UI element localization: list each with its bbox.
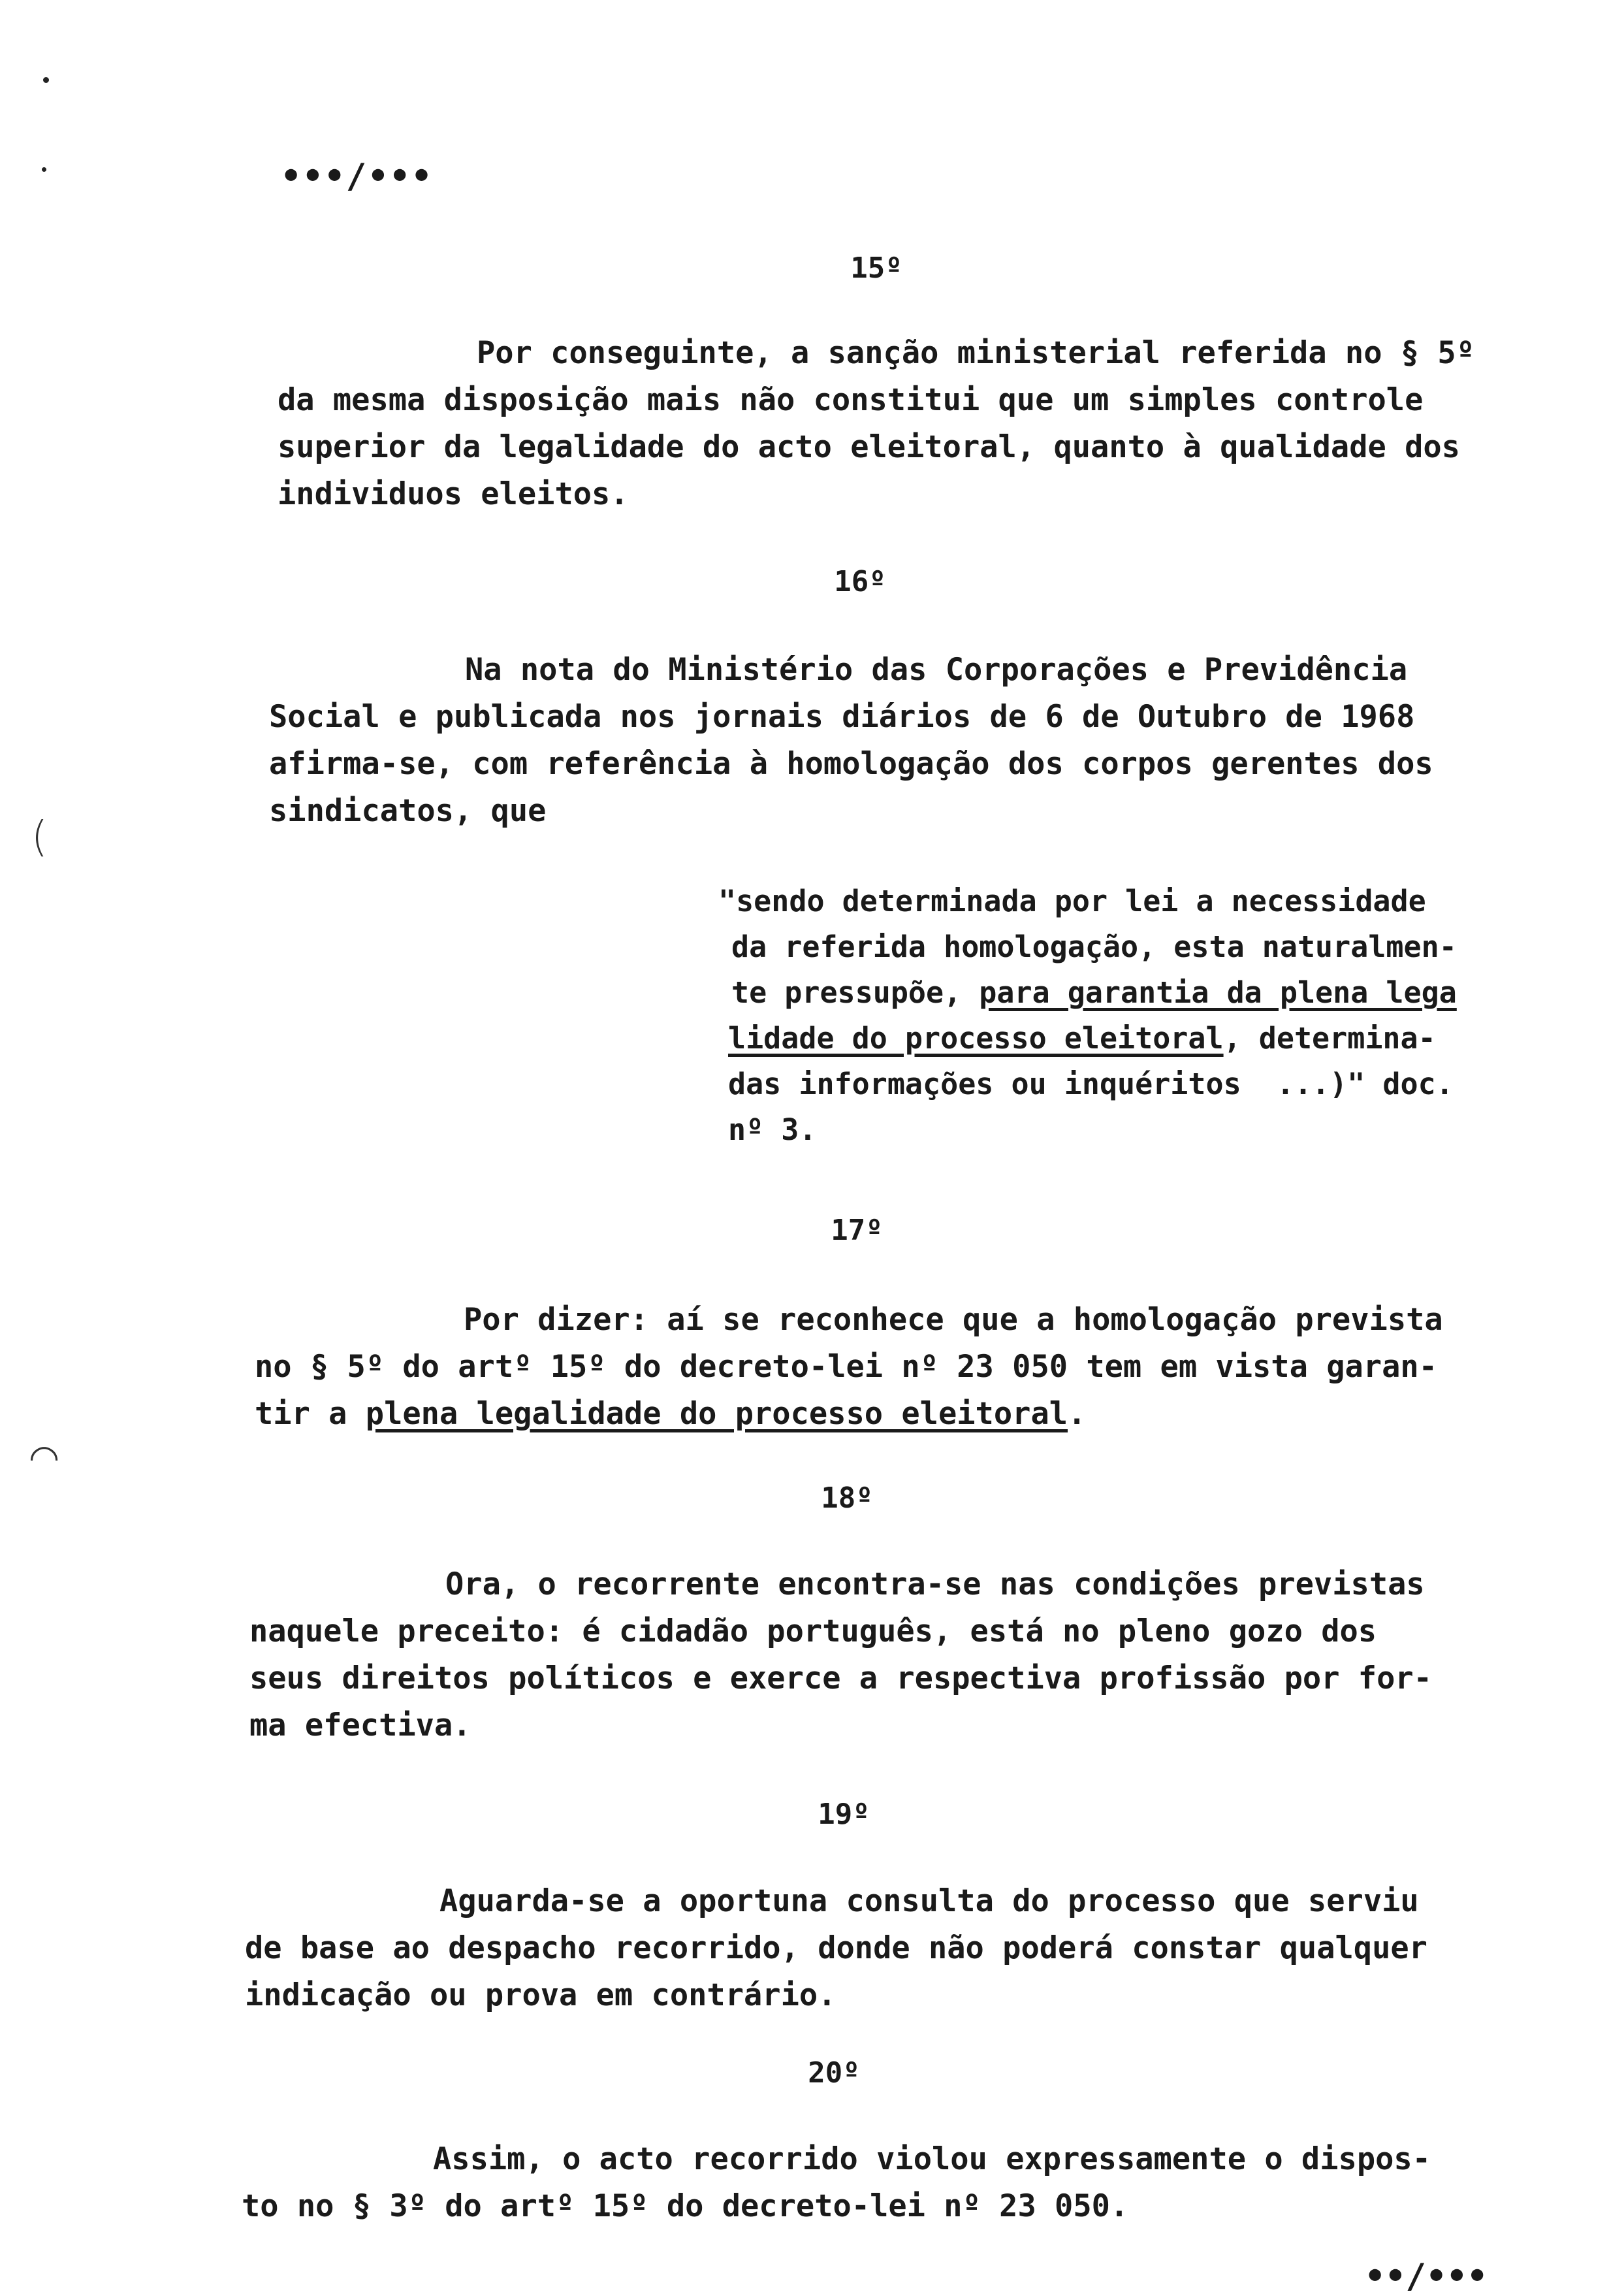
margin-dot <box>43 77 49 83</box>
quote-line: te pressupõe, para garantia da plena lega <box>731 975 1457 1010</box>
underlined-phrase: para garantia da plena lega <box>979 975 1457 1010</box>
section-number: 20º <box>808 2056 860 2090</box>
paragraph-line: Por conseguinte, a sanção ministerial referida no § 5º <box>477 335 1475 371</box>
paragraph-line: Aguarda-se a oportuna consulta do processo que serviu <box>439 1883 1419 1919</box>
paragraph-19 <box>245 1878 1427 2019</box>
paragraph-line: to no § 3º do artº 15º do decreto-lei nº 23 050. <box>242 2188 1129 2224</box>
paragraph-20 <box>242 2136 1431 2230</box>
underlined-phrase: plena legalidade do processo eleitoral <box>365 1396 1068 1432</box>
margin-dot <box>42 167 46 172</box>
quote-line: das informações ou inquéritos ...)" doc. <box>728 1067 1454 1101</box>
paragraph-line: individuos eleitos. <box>278 476 629 512</box>
paragraph-15 <box>278 330 1474 518</box>
paragraph-18 <box>249 1561 1432 1749</box>
paragraph-line: superior da legalidade do acto eleitoral, quanto à qualidade dos <box>278 429 1460 465</box>
paragraph-line: de base ao despacho recorrido, donde não poderá constar qualquer <box>245 1930 1427 1966</box>
paragraph-line: da mesma disposição mais não constitui que um simples controle <box>278 382 1424 418</box>
margin-arc-mark: ( <box>31 813 48 862</box>
paragraph-17 <box>255 1297 1443 1438</box>
block-quotation <box>718 879 1457 1153</box>
section-number: 16º <box>834 565 886 598</box>
section-number: 19º <box>818 1798 870 1831</box>
section-number: 17º <box>831 1214 883 1247</box>
page-continuation-header: •••/••• <box>281 157 434 196</box>
paragraph-line: ma efectiva. <box>249 1707 471 1743</box>
paragraph-line: Na nota do Ministério das Corporações e Previdência <box>465 652 1408 688</box>
underlined-phrase: lidade do processo eleitoral <box>728 1021 1224 1056</box>
paragraph-16 <box>269 647 1433 835</box>
paragraph-line: sindicatos, que <box>269 793 547 829</box>
paragraph-line: naquele preceito: é cidadão português, está no pleno gozo dos <box>249 1613 1377 1649</box>
page-continuation-footer: ••/••• <box>1365 2257 1488 2296</box>
paragraph-line: Por dizer: aí se reconhece que a homologação prevista <box>464 1302 1443 1338</box>
paragraph-line: indicação ou prova em contrário. <box>245 1977 836 2013</box>
paragraph-line: Ora, o recorrente encontra-se nas condições previstas <box>445 1566 1425 1602</box>
paragraph-line: Social e publicada nos jornais diários de 6 de Outubro de 1968 <box>269 699 1415 735</box>
quote-line: da referida homologação, esta naturalmen- <box>731 930 1457 964</box>
quote-line: nº 3. <box>728 1112 817 1147</box>
paragraph-line: tir a plena legalidade do processo eleitoral. <box>255 1396 1087 1432</box>
paragraph-line: Assim, o acto recorrido violou expressamente o dispos- <box>433 2141 1431 2177</box>
paragraph-line: no § 5º do artº 15º do decreto-lei nº 23 050 tem em vista garan- <box>255 1349 1437 1385</box>
margin-arc-mark: ◠ <box>29 1437 60 1478</box>
quote-line: "sendo determinada por lei a necessidade <box>718 884 1426 918</box>
quote-line: lidade do processo eleitoral, determina- <box>728 1021 1436 1056</box>
paragraph-line: seus direitos políticos e exerce a respectiva profissão por for- <box>249 1660 1432 1696</box>
section-number: 18º <box>821 1481 873 1515</box>
section-number: 15º <box>850 251 902 285</box>
paragraph-line: afirma-se, com referência à homologação dos corpos gerentes dos <box>269 746 1433 782</box>
